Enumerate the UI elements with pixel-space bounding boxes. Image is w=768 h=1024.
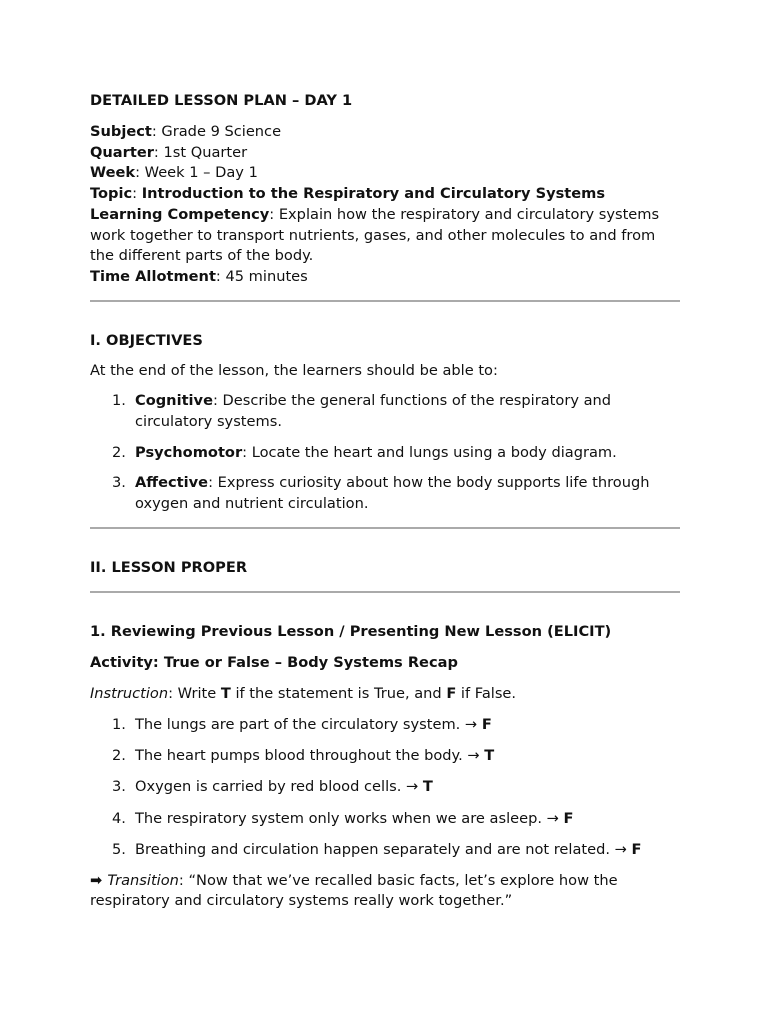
meta-block <box>90 122 680 288</box>
item-answer: T <box>422 778 433 796</box>
item-statement: Oxygen is carried by red blood cells. → <box>135 778 423 796</box>
true-false-item <box>90 840 680 861</box>
time-label: Time Allotment <box>90 267 216 285</box>
competency-value: : Explain how the respiratory and circulatory systems work together to transport nutrients, gases, and other molecules to and from the different parts of the body. <box>90 205 660 265</box>
topic-label: Topic <box>90 185 133 203</box>
true-false-item <box>90 777 680 798</box>
objective-label: Psychomotor <box>135 443 243 461</box>
week-label: Week <box>90 164 136 182</box>
meta-subject <box>90 122 680 143</box>
objective-item <box>90 473 680 514</box>
instruction <box>90 684 680 705</box>
objectives-list <box>90 391 680 515</box>
objective-number: 1. <box>112 392 126 410</box>
item-answer: F <box>631 840 642 858</box>
item-answer: F <box>563 809 574 827</box>
item-number: 3. <box>112 778 126 796</box>
divider <box>90 591 680 593</box>
true-false-item <box>90 746 680 767</box>
true-false-list <box>90 715 680 861</box>
document-title: DETAILED LESSON PLAN – DAY 1 <box>90 92 353 109</box>
activity-title: Activity: True or False – Body Systems Recap <box>90 653 458 671</box>
objective-number: 3. <box>112 474 126 492</box>
objective-item <box>90 443 680 464</box>
true-false-item <box>90 809 680 830</box>
week-value: : Week 1 – Day 1 <box>135 164 258 182</box>
true-false-item <box>90 715 680 736</box>
divider <box>90 527 680 529</box>
quarter-value: : 1st Quarter <box>153 143 248 161</box>
topic-value: Introduction to the Respiratory and Circulatory Systems <box>141 185 606 203</box>
item-number: 2. <box>112 747 126 765</box>
instruction-text: if the statement is True, and <box>230 684 447 702</box>
quarter-label: Quarter <box>90 143 154 161</box>
item-answer: T <box>484 747 495 765</box>
item-number: 5. <box>112 840 126 858</box>
instruction-true-mark: T <box>220 684 231 702</box>
transition-text: : “Now that we’ve recalled basic facts, let’s explore how the respiratory and circulatory systems really work together.” <box>90 871 618 910</box>
time-value: : 45 minutes <box>215 267 308 285</box>
item-number: 1. <box>112 716 126 734</box>
objective-label: Affective <box>135 474 209 492</box>
meta-topic <box>90 184 680 205</box>
instruction-text: if False. <box>456 684 517 702</box>
instruction-false-mark: F <box>446 684 457 702</box>
elicit-heading: 1. Reviewing Previous Lesson / Presenting New Lesson (ELICIT) <box>90 622 612 640</box>
instruction-label: Instruction <box>90 684 169 702</box>
transition-label: Transition <box>107 871 179 889</box>
item-statement: The lungs are part of the circulatory system. → <box>135 716 482 734</box>
competency-label: Learning Competency <box>90 205 270 223</box>
meta-competency <box>90 205 680 267</box>
item-statement: The heart pumps blood throughout the body. → <box>135 747 485 765</box>
objective-label: Cognitive <box>135 392 213 410</box>
lesson-plan <box>90 90 680 912</box>
lesson-proper-heading: II. LESSON PROPER <box>90 558 248 576</box>
item-statement: The respiratory system only works when we are asleep. → <box>135 809 564 827</box>
item-statement: Breathing and circulation happen separately and are not related. → <box>135 840 632 858</box>
meta-time <box>90 267 680 288</box>
arrow-right-icon: ➡ <box>90 871 108 889</box>
objective-text: : Locate the heart and lungs using a body diagram. <box>242 443 617 461</box>
topic-sep: : <box>132 185 142 203</box>
objectives-heading: I. OBJECTIVES <box>90 331 203 349</box>
objectives-intro: At the end of the lesson, the learners should be able to: <box>90 361 498 379</box>
objective-number: 2. <box>112 443 126 461</box>
item-answer: F <box>481 716 492 734</box>
item-number: 4. <box>112 809 126 827</box>
transition <box>90 871 680 912</box>
divider <box>90 300 680 302</box>
objective-item <box>90 391 680 432</box>
meta-quarter <box>90 143 680 164</box>
meta-week <box>90 163 680 184</box>
subject-value: : Grade 9 Science <box>151 123 282 140</box>
instruction-text: : Write <box>168 684 221 702</box>
objective-text: : Express curiosity about how the body supports life through oxygen and nutrient circulation. <box>135 474 650 513</box>
subject-label: Subject <box>90 123 152 140</box>
objective-text: : Describe the general functions of the respiratory and circulatory systems. <box>135 392 612 431</box>
